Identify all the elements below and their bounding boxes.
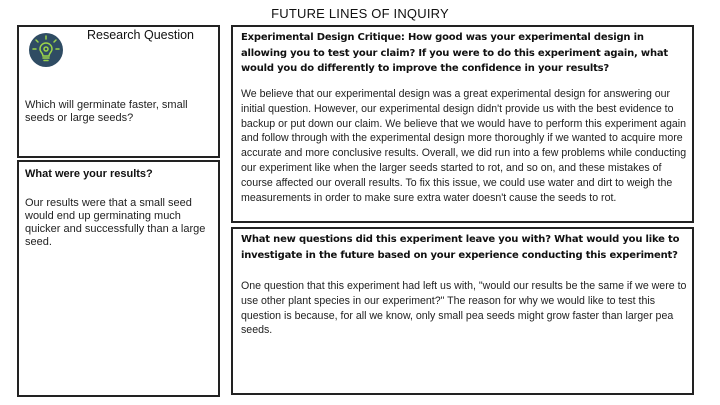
research-question-heading: Research Question	[87, 28, 195, 42]
research-question-text: Which will germinate faster, small seeds or large seeds?	[25, 99, 188, 124]
design-critique-box	[231, 25, 694, 223]
page-title: FUTURE LINES OF INQUIRY	[271, 6, 449, 21]
new-questions-box	[231, 227, 694, 395]
new-questions-prompt: What new questions did this experiment leave you with? What would you like to investigate in the future based on your experience conducting this experiment?	[241, 234, 680, 261]
new-questions-answer: One question that this experiment had left us with, "would our results be the same if we were to use other plant species in our experiment?" The reason for why we would like to test this question is because, for all we know, only small pea seeds might grow faster than larger pea seeds.	[241, 280, 687, 337]
design-critique-prompt: Experimental Design Critique: How good was your experimental design in allowing you to test your claim? If you were to do this experiment again, what would you do differently to improve the confidence in your results?	[241, 32, 668, 74]
design-critique-answer: We believe that our experimental design was a great experimental design for answering our initial question. However, our experimental design didn't provide us with the best evidence to backup or put down our claim. We believe that we would have to perform this experiment again and follow through with the experimental design more thoroughly if we wanted to acquire more accurate and more conclusive results. Overall, we did run into a few problems while conducting our experiment like when the larger seeds started to rot, and so on, and these mistakes of course affected our overall results. To fix this issue, we could use water and dirt to weigh the measurements in order to make sure extra water doesn't cause the seeds to rot.	[241, 88, 687, 204]
results-box	[17, 160, 220, 397]
results-heading: What were your results?	[25, 168, 153, 180]
lightbulb-gear-icon	[29, 33, 63, 67]
results-text: Our results were that a small seed would end up germinating much quicker and successfully than a large seed.	[25, 197, 206, 248]
research-question-box	[17, 25, 220, 158]
